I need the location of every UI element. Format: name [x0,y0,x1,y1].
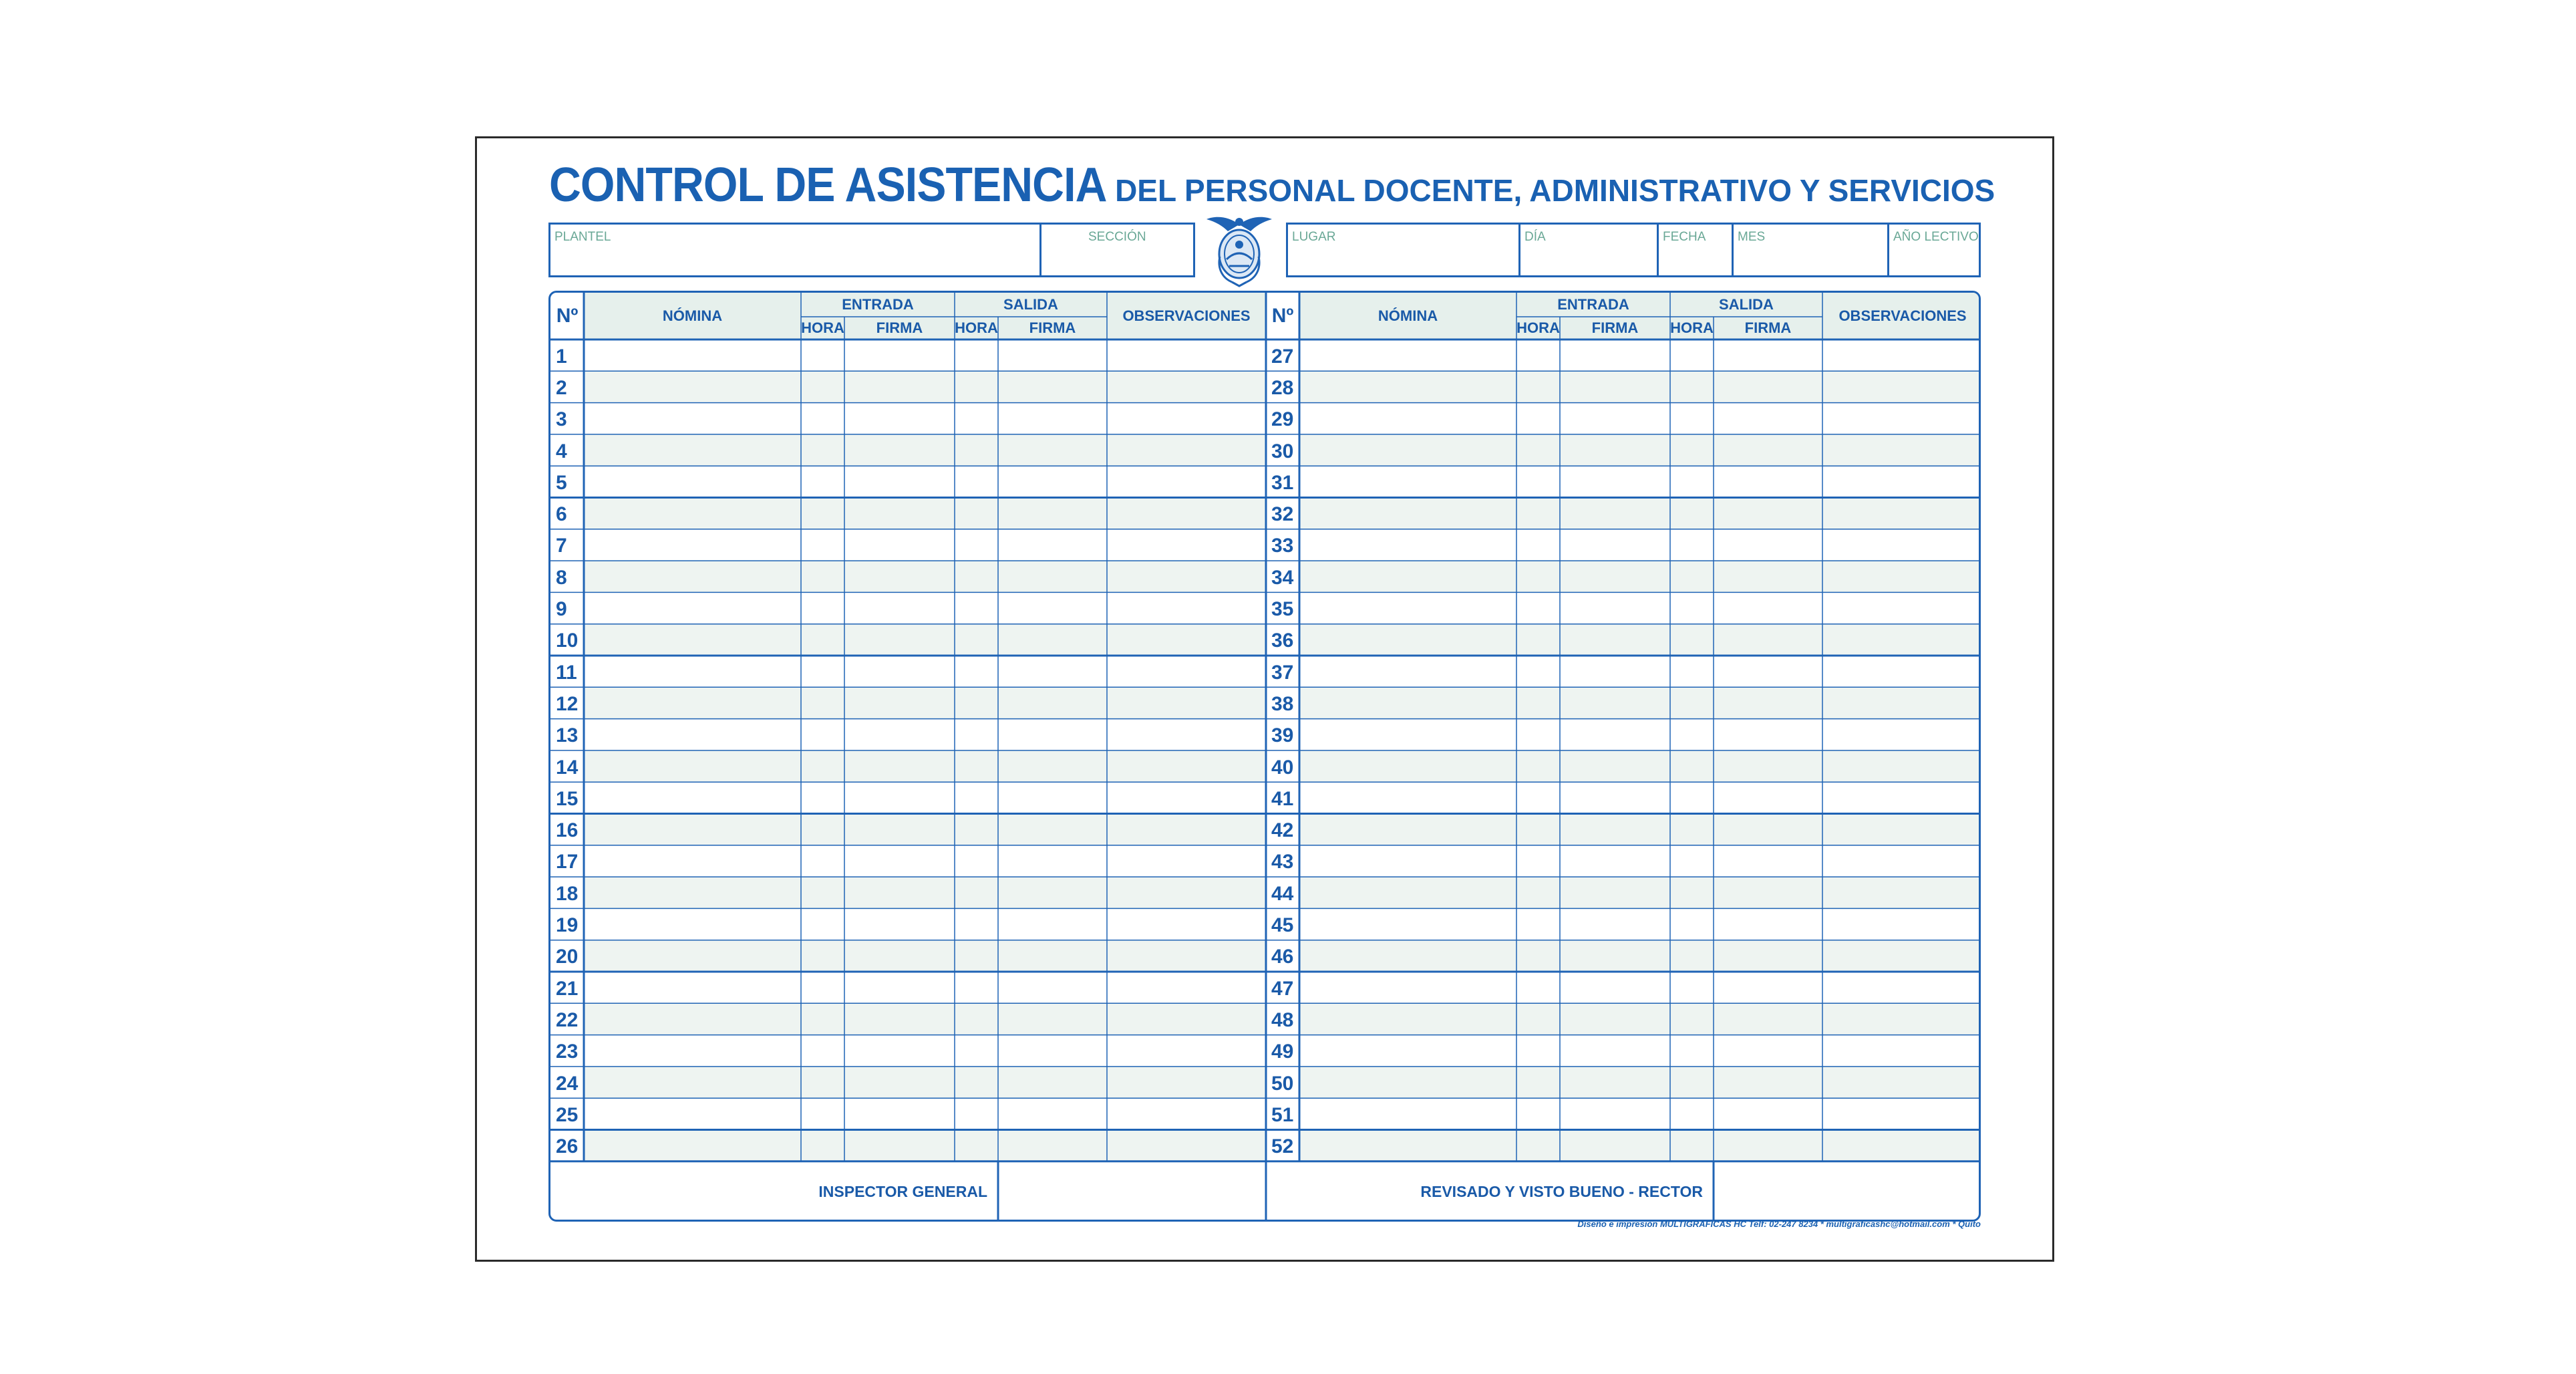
header-nomina-right: NÓMINA [1378,307,1438,324]
row-number-right: 34 [1271,566,1294,589]
row-number-right: 43 [1271,851,1294,873]
row-stripe [1299,561,1981,592]
title-subtitle: DEL PERSONAL DOCENTE, ADMINISTRATIVO Y SERVICIOS [1115,173,1995,208]
row-number-left: 16 [556,819,579,842]
row-number-left: 26 [556,1135,579,1158]
row-stripe [1299,750,1981,782]
row-number-left: 6 [556,503,567,526]
header-nomina-left: NÓMINA [662,307,723,324]
mes-label: MES [1738,230,1766,244]
header-observaciones-right: OBSERVACIONES [1838,307,1967,324]
header-salida-hora-left: HORA [955,319,998,336]
row-stripe [584,940,1266,972]
row-stripe [584,624,1266,656]
row-number-left: 4 [556,440,567,462]
mes-field[interactable] [1732,225,1887,275]
row-number-left: 8 [556,566,567,589]
ecuador-coat-of-arms-icon [1202,213,1276,287]
header-no-left: Nº [556,305,579,327]
row-stripe [1299,814,1981,845]
row-stripe [1299,434,1981,466]
row-stripe [584,371,1266,402]
row-stripe [584,750,1266,782]
row-stripe [584,498,1266,529]
row-number-right: 49 [1271,1041,1294,1063]
row-stripe [584,687,1266,718]
row-number-left: 10 [556,630,579,652]
row-number-right: 40 [1271,756,1294,779]
row-number-right: 52 [1271,1135,1294,1158]
header-entrada-hora-left: HORA [801,319,844,336]
row-number-right: 50 [1271,1072,1294,1095]
header-box-left [548,223,1195,277]
rector-approval-label: REVISADO Y VISTO BUENO - RECTOR [1420,1183,1703,1201]
row-number-right: 45 [1271,914,1294,937]
row-number-left: 14 [556,756,579,779]
row-number-right: 44 [1271,882,1294,905]
row-number-left: 19 [556,914,579,937]
header-salida-firma-right: FIRMA [1744,319,1792,336]
row-number-left: 9 [556,598,567,621]
row-number-right: 47 [1271,977,1294,1000]
row-number-left: 12 [556,692,579,715]
row-number-right: 32 [1271,503,1294,526]
row-stripe [1299,1067,1981,1098]
row-number-right: 27 [1271,345,1294,368]
row-stripe [1299,498,1981,529]
plantel-field[interactable] [550,225,1039,275]
header-salida-right: SALIDA [1719,296,1774,313]
header-salida-firma-left: FIRMA [1029,319,1076,336]
row-number-right: 38 [1271,692,1294,715]
row-number-left: 7 [556,535,567,557]
header-salida-hora-right: HORA [1670,319,1714,336]
row-number-right: 41 [1271,787,1294,810]
row-number-right: 28 [1271,376,1294,399]
fecha-field[interactable] [1657,225,1732,275]
row-stripe [584,561,1266,592]
row-stripe [584,1003,1266,1035]
header-salida-left: SALIDA [1003,296,1058,313]
row-stripe [584,1130,1266,1161]
dia-label: DÍA [1524,230,1546,244]
row-stripe [1299,371,1981,402]
row-number-left: 5 [556,471,567,494]
row-number-right: 29 [1271,408,1294,431]
row-number-left: 15 [556,787,579,810]
ano-lectivo-field[interactable] [1887,225,1979,275]
row-number-left: 23 [556,1041,579,1063]
lugar-label: LUGAR [1292,230,1336,244]
header-entrada-left: ENTRADA [842,296,914,313]
header-observaciones-left: OBSERVACIONES [1122,307,1251,324]
row-stripe [1299,1130,1981,1161]
header-entrada-firma-left: FIRMA [876,319,923,336]
plantel-label: PLANTEL [554,230,611,244]
row-stripe [1299,877,1981,908]
row-number-left: 25 [556,1103,579,1126]
row-number-left: 22 [556,1008,579,1031]
row-number-right: 48 [1271,1008,1294,1031]
header-entrada-hora-right: HORA [1516,319,1560,336]
attendance-table [548,291,1981,1222]
row-number-left: 21 [556,977,579,1000]
row-stripe [1299,940,1981,972]
seccion-field[interactable] [1039,225,1193,275]
row-number-left: 1 [556,345,567,368]
row-number-right: 33 [1271,535,1294,557]
row-number-left: 13 [556,724,579,747]
row-number-left: 24 [556,1072,579,1095]
inspector-general-label: INSPECTOR GENERAL [818,1183,987,1201]
dia-field[interactable] [1518,225,1657,275]
row-stripe [584,877,1266,908]
fecha-label: FECHA [1663,230,1706,244]
row-number-right: 37 [1271,661,1294,684]
row-number-right: 46 [1271,946,1294,968]
ano-lectivo-label: AÑO LECTIVO [1893,230,1979,244]
printer-credit: Diseño e impresión MULTIGRAFICAS HC Telf: 02-247 8234 * multigraficashc@hotmail.com * Quito [1577,1219,1981,1229]
row-stripe [1299,687,1981,718]
lugar-field[interactable] [1288,225,1518,275]
row-number-right: 30 [1271,440,1294,462]
row-number-right: 39 [1271,724,1294,747]
row-stripe [584,814,1266,845]
row-number-left: 2 [556,376,567,399]
header-no-right: Nº [1271,305,1294,327]
row-number-left: 20 [556,946,579,968]
row-number-right: 51 [1271,1103,1294,1126]
row-number-left: 18 [556,882,579,905]
row-number-right: 31 [1271,471,1294,494]
row-number-right: 36 [1271,630,1294,652]
table-grid [550,293,1981,1222]
row-stripe [584,1067,1266,1098]
header-box-right [1286,223,1981,277]
header-entrada-firma-right: FIRMA [1591,319,1639,336]
row-stripe [1299,1003,1981,1035]
row-stripe [584,434,1266,466]
row-number-right: 42 [1271,819,1294,842]
row-number-right: 35 [1271,598,1294,621]
seccion-label: SECCIÓN [1088,230,1146,244]
header-entrada-right: ENTRADA [1557,296,1629,313]
row-number-left: 11 [556,661,577,684]
row-number-left: 3 [556,408,567,431]
row-number-left: 17 [556,851,579,873]
row-stripe [1299,624,1981,656]
title-main: CONTROL DE ASISTENCIA [549,158,1107,212]
